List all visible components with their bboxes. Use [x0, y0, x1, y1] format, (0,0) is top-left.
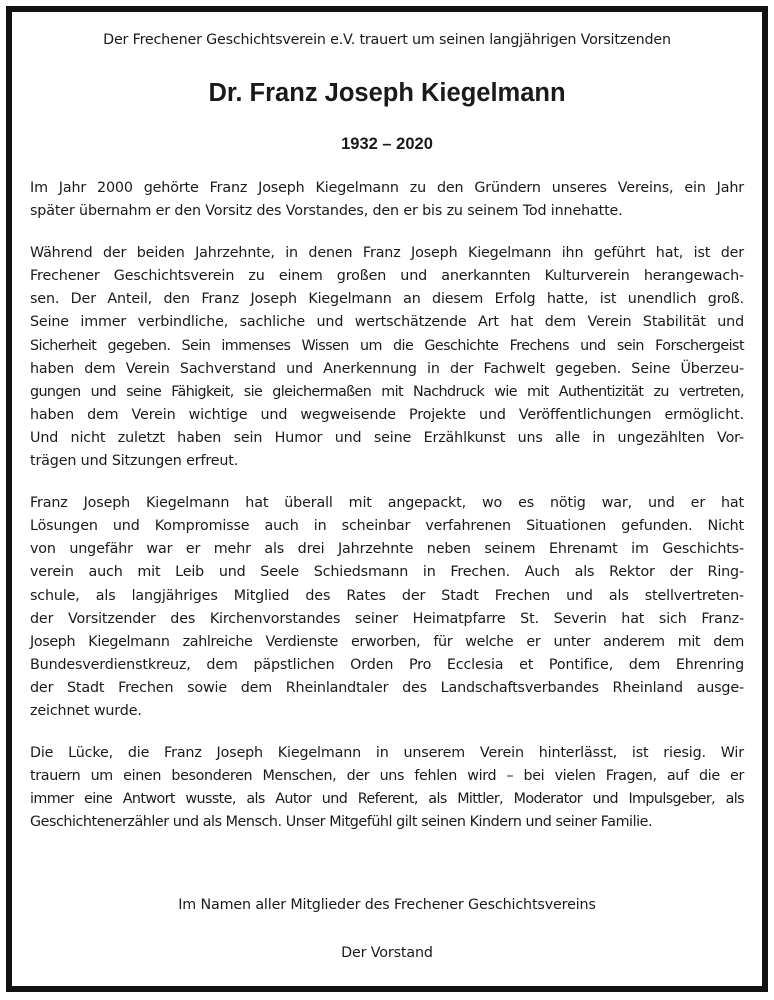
text-line: haben dem Verein Sachverstand und Anerkennung in der Fachwelt gegeben. Seine Überzeu- — [30, 360, 744, 377]
paragraph-1 — [30, 177, 744, 223]
text-line: Joseph Kiegelmann zahlreiche Verdienste erworben, für welche er unter anderem mit dem — [30, 633, 744, 650]
text-line: Franz Joseph Kiegelmann hat überall mit angepackt, wo es nötig war, und er hat — [30, 495, 744, 512]
text-line: Lösungen und Kompromisse auch in scheinbar verfahrenen Situationen gefunden. Nicht — [30, 518, 744, 535]
obituary-body — [30, 177, 744, 834]
text-line: schule, als langjähriges Mitglied des Rates der Stadt Frechen und als stellvertreten- — [30, 587, 744, 604]
paragraph-2 — [30, 242, 744, 473]
intro-line: Der Frechener Geschichtsverein e.V. trauert um seinen langjährigen Vorsitzenden — [103, 32, 671, 48]
text-line: sen. Der Anteil, den Franz Joseph Kiegelmann an diesem Erfolg hatte, ist unendlich groß. — [30, 291, 744, 308]
life-years: 1932 – 2020 — [341, 135, 433, 153]
text-line: Frechener Geschichtsverein zu einem großen und anerkannten Kulturverein herangewach- — [30, 268, 744, 285]
text-line: zeichnet wurde. — [30, 702, 142, 719]
signature: Der Vorstand — [341, 945, 433, 961]
text-line: von ungefähr war er mehr als drei Jahrzehnte neben seinem Ehrenamt im Geschichts- — [30, 541, 744, 558]
text-line: Seine immer verbindliche, sachliche und wertschätzende Art hat dem Verein Stabilität und — [30, 314, 744, 331]
text-line: trauern um einen besonderen Menschen, der uns fehlen wird – bei vielen Fragen, auf die er — [30, 768, 744, 785]
text-line: Die Lücke, die Franz Joseph Kiegelmann in unserem Verein hinterlässt, ist riesig. Wir — [30, 745, 744, 762]
text-line: der Vorsitzender des Kirchenvorstandes seiner Heimatpfarre St. Severin hat sich Franz- — [30, 610, 744, 627]
text-line: Und nicht zuletzt haben sein Humor und seine Erzählkunst uns alle in ungezählten Vor- — [30, 429, 744, 446]
text-line: Bundesverdienstkreuz, dem päpstlichen Orden Pro Ecclesia et Pontifice, dem Ehrenring — [30, 656, 744, 673]
text-line: trägen und Sitzungen erfreut. — [30, 453, 239, 470]
obituary-notice — [30, 30, 744, 961]
text-line: Sicherheit gegeben. Sein immenses Wissen um die Geschichte Frechens und sein Forschergeist — [30, 337, 744, 354]
paragraph-3 — [30, 492, 744, 723]
text-line: immer eine Antwort wusste, als Autor und Referent, als Mittler, Moderator und Impulsgeber, als — [30, 791, 744, 808]
text-line: der Stadt Frechen sowie dem Rheinlandtaler des Landschaftsverbandes Rheinland ausge- — [30, 679, 744, 696]
text-line: haben dem Verein wichtige und wegweisende Projekte und Veröffentlichungen ermöglicht. — [30, 406, 744, 423]
text-line: Während der beiden Jahrzehnte, in denen Franz Joseph Kiegelmann ihn geführt hat, ist der — [30, 245, 744, 262]
text-line: Im Jahr 2000 gehörte Franz Joseph Kiegelmann zu den Gründern unseres Vereins, ein Jahr — [30, 180, 744, 196]
deceased-name: Dr. Franz Joseph Kiegelmann — [208, 79, 566, 107]
text-line: gungen und seine Fähigkeit, sie gleichermaßen mit Nachdruck wie mit Authentizität zu vertreten, — [30, 383, 744, 400]
text-line: später übernahm er den Vorsitz des Vorstandes, den er bis zu seinem Tod innehatte. — [30, 203, 623, 220]
text-line: verein auch mit Leib und Seele Schiedsmann in Frechen. Auch als Rektor der Ring- — [30, 564, 744, 581]
paragraph-4 — [30, 742, 744, 834]
text-line: Geschichtenerzähler und als Mensch. Unser Mitgefühl gilt seinen Kindern und seiner Familie. — [30, 814, 653, 831]
signoff-line: Im Namen aller Mitglieder des Frechener Geschichtsvereins — [178, 897, 596, 913]
